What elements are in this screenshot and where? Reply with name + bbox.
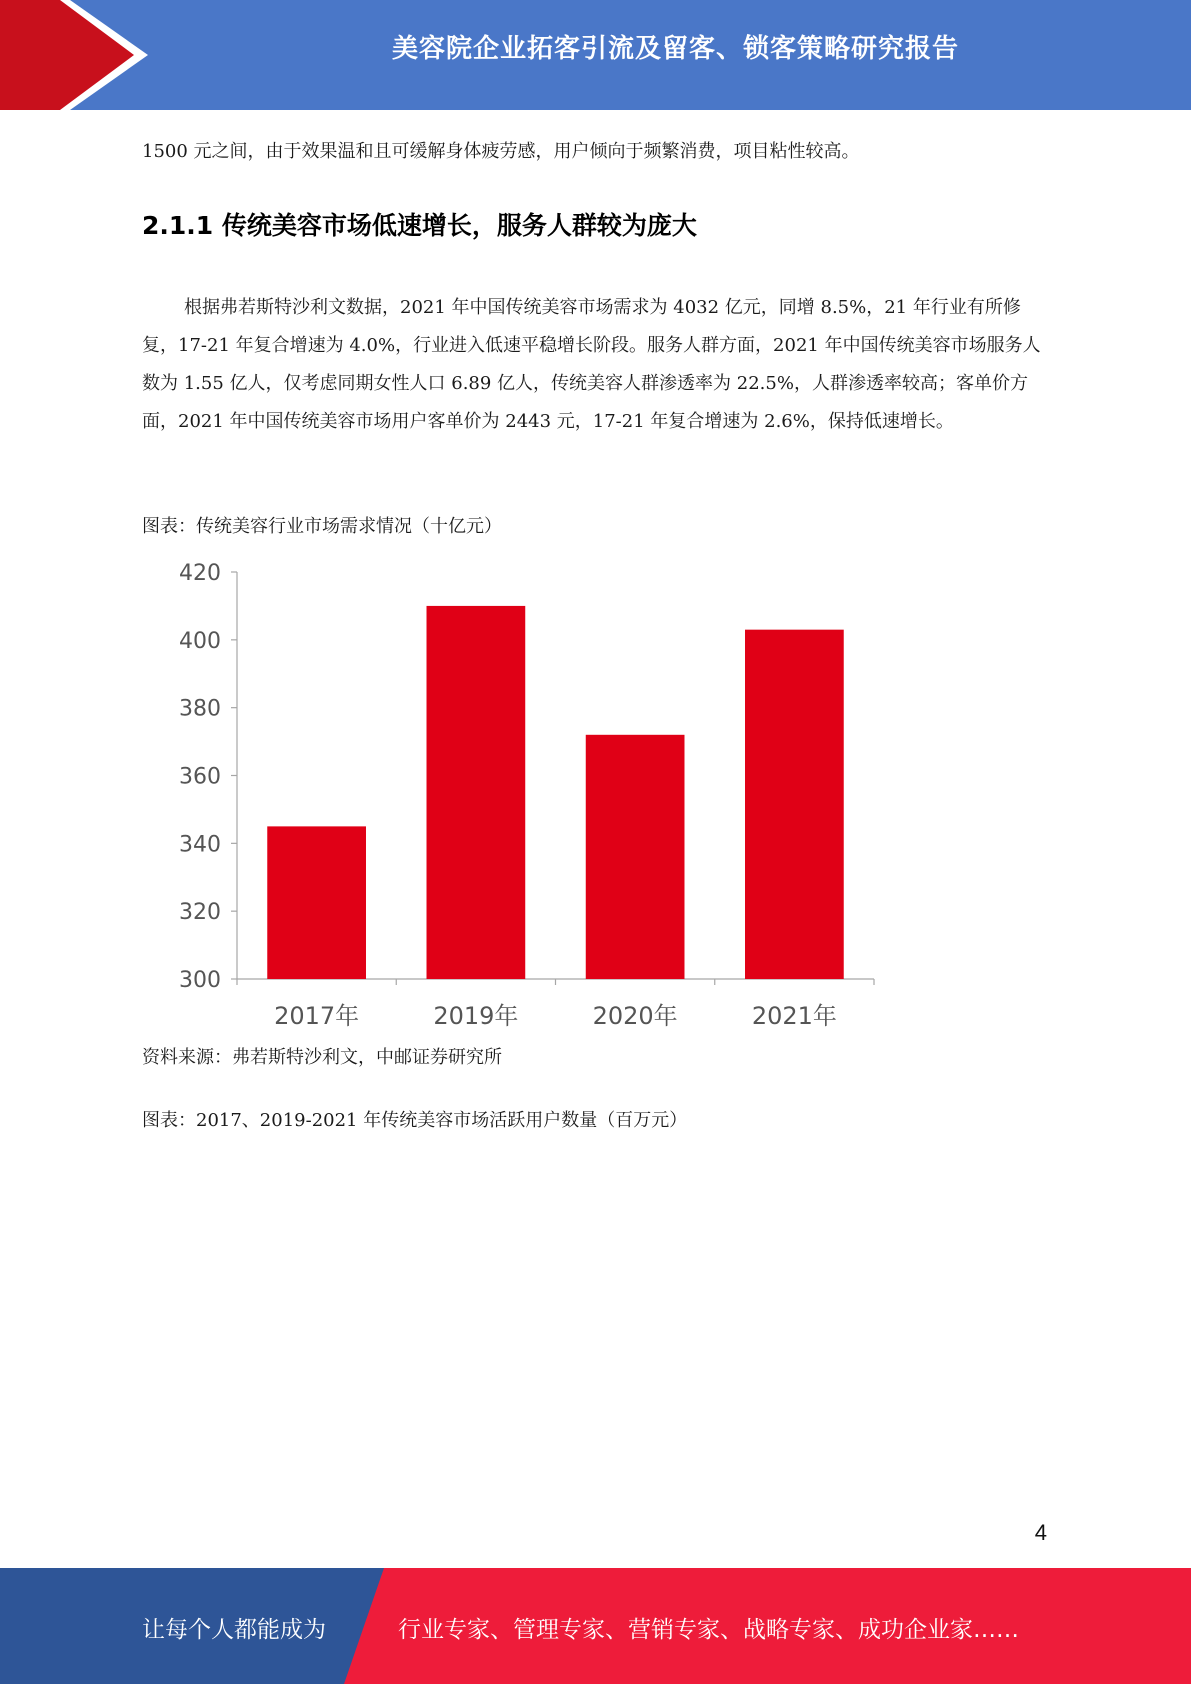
section-heading: 2.1.1 传统美容市场低速增长，服务人群较为庞大 <box>142 211 697 240</box>
continued-paragraph: 1500 元之间，由于效果温和且可缓解身体疲劳感，用户倾向于频繁消费，项目粘性较高。 <box>142 141 860 162</box>
y-tick-label: 340 <box>179 832 221 858</box>
x-category-label: 2017年 <box>274 1002 360 1030</box>
figure-caption: 图表：传统美容行业市场需求情况（十亿元） <box>142 516 502 537</box>
page-header <box>0 0 1191 110</box>
bar-2020年 <box>586 735 685 979</box>
figure-source: 资料来源：弗若斯特沙利文，中邮证券研究所 <box>142 1047 502 1068</box>
bar-2017年 <box>267 826 366 979</box>
footer-slogan-left: 让每个人都能成为 <box>142 1617 326 1643</box>
footer-slogan-right: 行业专家、管理专家、营销专家、战略专家、成功企业家…… <box>398 1617 1019 1643</box>
x-category-label: 2019年 <box>433 1002 519 1030</box>
page-number: 4 <box>1034 1520 1047 1545</box>
body-paragraph: 根据弗若斯特沙利文数据，2021 年中国传统美容市场需求为 4032 亿元，同增 8.5%，21 年行业有所修复，17-21 年复合增速为 4.0%，行业进入低速平稳增长阶段。服务人群方面，2021 年中国传统美容市场服务人数为 1.55 亿人，仅考虑同期女性人口 6.89 亿人，传统美容人群渗透率为 22.5%，人群渗透率较高；客单价方面，2021 年中国传统美容市场用户客单价为 2443 元，17-21 年复合增速为 2.6%，保持低速增长。 <box>142 297 1041 432</box>
bar-2019年 <box>427 606 526 979</box>
y-tick-label: 420 <box>179 561 221 586</box>
y-tick-label: 300 <box>179 968 221 993</box>
page-footer <box>0 1568 1191 1684</box>
bar-2021年 <box>745 630 844 979</box>
y-tick-label: 400 <box>179 628 221 654</box>
y-tick-label: 380 <box>179 696 221 722</box>
report-title: 美容院企业拓客引流及留客、锁客策略研究报告 <box>391 34 959 64</box>
y-tick-label: 360 <box>179 764 221 790</box>
header-arrow-decoration <box>0 0 160 110</box>
y-tick-label: 320 <box>179 900 221 926</box>
x-category-label: 2021年 <box>751 1002 837 1030</box>
market-demand-bar-chart <box>142 548 902 1038</box>
x-category-label: 2020年 <box>592 1002 678 1030</box>
figure-caption-2: 图表：2017、2019-2021 年传统美容市场活跃用户数量（百万元） <box>142 1110 688 1131</box>
